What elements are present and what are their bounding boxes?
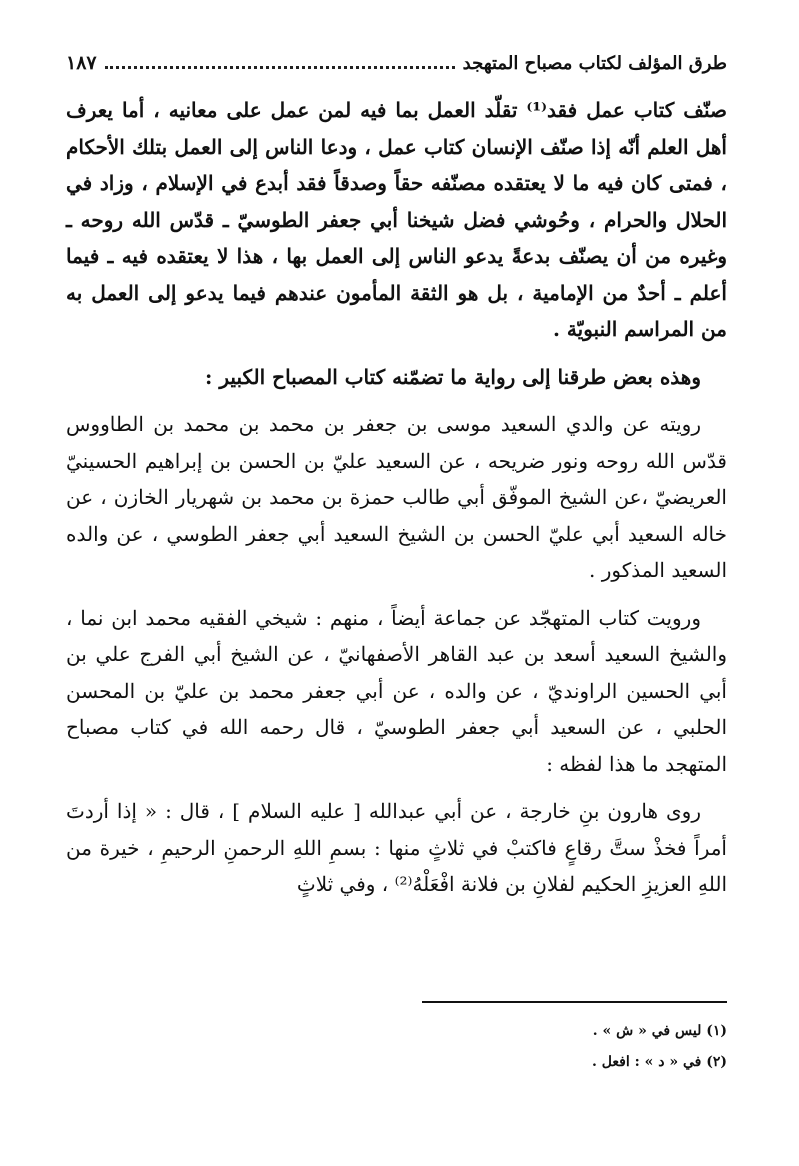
paragraph-3: رويته عن والدي السعيد موسى بن جعفر بن محمد بن محمد بن الطاووس قدّس الله روحه ونور ضريحه ، عن السعيد عليّ بن الحسن بن إبراهيم الحسينيّ العريضيّ ،عن الشيخ الموفّق أبي طالب حمزة بن محمد بن شهريار الخازن ، عن خاله السعيد أبي عليّ الحسن بن الشيخ السعيد أبي جعفر الطوسي ، عن والده السعيد المذكور . xyxy=(66,412,727,582)
paragraph-5: روى هارون بنِ خارجة ، عن أبي عبدالله [ عليه السلام ] ، قال : « إذا أردتَ أمراً فخذْ ستَّ رقاعٍ فاكتبْ في ثلاثٍ منها : بسمِ اللهِ الرحمنِ الرحيمِ ، خيرة من اللهِ العزيزِ الحكيم لفلانِ بن فلانة افْعَلْهُ⁽²⁾ ، وفي ثلاثٍ xyxy=(66,799,727,896)
paragraph-1: صنّف كتاب عمل فقد⁽¹⁾ تقلّد العمل بما فيه لمن عمل على معانيه ، أما يعرف أهل العلم أنّه إذا صنّف الإنسان كتاب عمل ، ودعا الناس إلى العمل بتلك الأحكام ، فمتى كان فيه ما لا يعتقده مصنّفه حقاً وصدقاً فقد أبدع في الإسلام ، وزاد في الحلال والحرام ، وحُوشي فضل شيخنا أبي جعفر الطوسيّ ـ قدّس الله روحه ـ وغيره من أن يصنّف بدعةً يدعو الناس إلى العمل بها ، هذا لا يعتقده فيه ـ فيما أعلم ـ أحدٌ من الإمامية ، بل هو الثقة المأمون عندهم فيما يدعو إلى العمل به من المراسم النبويّة . xyxy=(66,98,727,341)
footnote-2: (٢) في « د » : افعل . xyxy=(592,1054,727,1070)
page-number: ١٨٧ xyxy=(66,52,97,74)
footnotes xyxy=(66,1016,727,1078)
paragraph-4: ورويت كتاب المتهجّد عن جماعة أيضاً ، منهم : شيخي الفقيه محمد ابن نما ، والشيخ السعيد أسعد بن عبد القاهر الأصفهانيّ ، عن الشيخ أبي الفرج علي بن أبي الحسين الراونديّ ، عن والده ، عن أبي جعفر محمد بن عليّ بن المحسن الحلبي ، عن السعيد أبي جعفر الطوسيّ ، قال رحمه الله في كتاب مصباح المتهجد ما هذا لفظه : xyxy=(66,605,727,776)
header-dot-leader xyxy=(105,66,455,69)
running-title: طرق المؤلف لكتاب مصباح المتهجد xyxy=(462,53,727,74)
footnote-divider xyxy=(422,1001,727,1003)
running-header xyxy=(66,52,727,74)
paragraph-2: وهذه بعض طرقنا إلى رواية ما تضمّنه كتاب المصباح الكبير : xyxy=(205,364,701,389)
main-text xyxy=(66,92,727,914)
footnote-1: (١) ليس في « ش » . xyxy=(592,1023,727,1039)
